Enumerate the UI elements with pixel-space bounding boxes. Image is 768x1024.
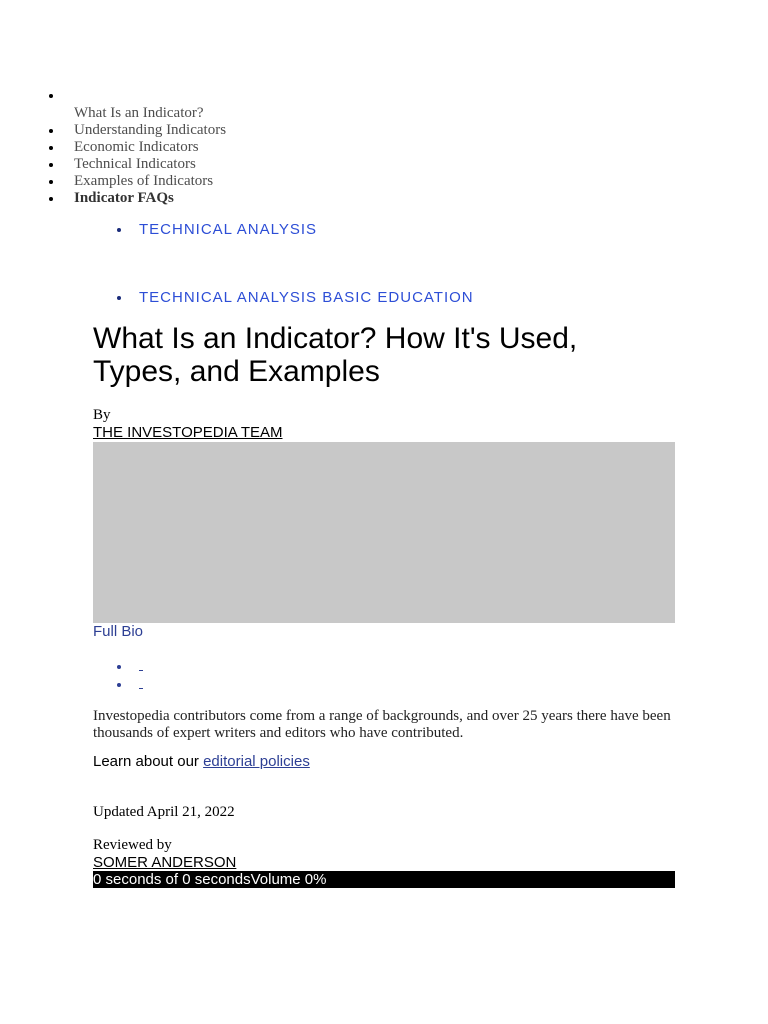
editorial-prefix: Learn about our — [93, 753, 204, 770]
toc-item-what-is-indicator[interactable]: What Is an Indicator? — [74, 105, 204, 121]
toc-item-examples[interactable]: Examples of Indicators — [74, 173, 226, 190]
contributors-note: Investopedia contributors come from a range of backgrounds, and over 25 years there have been thousands of expert writers and editors who have contributed. — [93, 708, 671, 741]
player-volume[interactable]: Volume 0% — [250, 871, 327, 888]
reviewed-label: Reviewed by — [93, 837, 172, 853]
editorial-line — [93, 753, 310, 770]
social-link-underline — [139, 670, 143, 671]
page-title: What Is an Indicator? How It's Used, Types, and Examples — [93, 322, 578, 388]
author-bio-image-placeholder — [93, 442, 675, 623]
toc-item-technical[interactable]: Technical Indicators — [74, 156, 226, 173]
full-bio-link[interactable]: Full Bio — [93, 623, 144, 640]
toc-item-economic[interactable]: Economic Indicators — [74, 139, 226, 156]
social-link-underline — [139, 688, 143, 689]
updated-date: Updated April 21, 2022 — [93, 804, 235, 820]
video-player-bar[interactable] — [93, 871, 675, 888]
reviewer-link[interactable]: SOMER ANDERSON — [93, 854, 237, 871]
author-link[interactable]: THE INVESTOPEDIA TEAM — [93, 424, 283, 441]
player-time: 0 seconds of 0 seconds — [93, 871, 251, 888]
byline-label: By — [93, 407, 111, 423]
table-of-contents — [0, 88, 226, 207]
breadcrumb-basic-education[interactable]: TECHNICAL ANALYSIS BASIC EDUCATION — [139, 289, 474, 306]
breadcrumb-technical-analysis[interactable]: TECHNICAL ANALYSIS — [139, 221, 318, 238]
editorial-policies-link[interactable]: editorial policies — [203, 753, 310, 770]
toc-item-faqs[interactable]: Indicator FAQs — [74, 190, 226, 207]
toc-item-understanding[interactable]: Understanding Indicators — [74, 122, 227, 138]
